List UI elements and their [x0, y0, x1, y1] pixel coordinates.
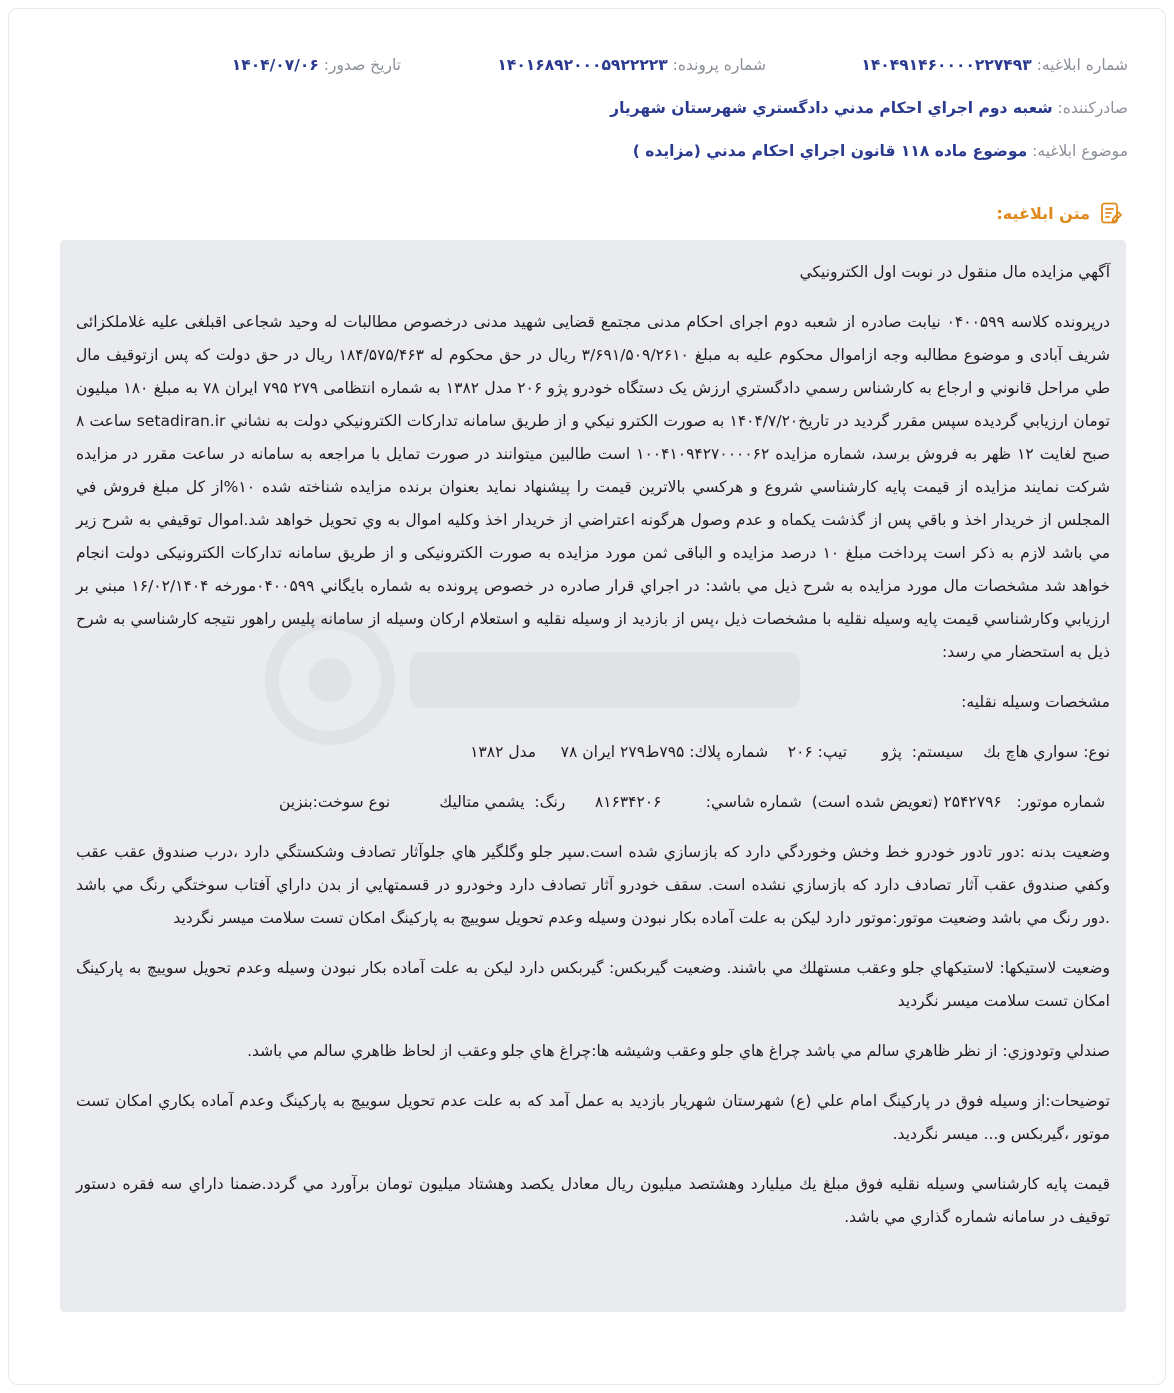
issue-date-field	[232, 56, 401, 74]
section-title	[996, 200, 1124, 226]
notice-number-field	[861, 56, 1128, 74]
case-number-field	[497, 56, 766, 74]
auction-paragraph: درپرونده کلاسه ۰۴۰۰۵۹۹ نیابت صادره از شعبه دوم اجرای احکام مدنی مجتمع قضایی شهید مدنی درخصوص مطالبات له وحید شجاعی اقبلغی علیه غلاملکزائی شریف آبادی و موضوع مطالبه وجه ازاموال محکوم علیه به مبلغ ۳/۶۹۱/۵۰۹/۲۶۱۰ ريال در حق محکوم له ۱۸۴/۵۷۵/۴۶۳ ريال در حق دولت كه پس ازتوقيف مال طي مراحل قانوني و ارجاع به كارشناس رسمي دادگستري ارزش یک دستگاه خودرو پژو ۲۰۶ مدل ۱۳۸۲ به شماره انتظامی ۲۷۹ ۷۹۵ ایران ۷۸ به مبلغ ۱۸۰ میلیون تومان ارزيابي گرديده سپس مقرر گرديد در تاريخ۱۴۰۴/۷/۲۰ به صورت الكترو نيكي و از طريق سامانه تداركات الكترونيكي دولت به نشاني setadiran.ir ساعت ۸ صبح لغايت ۱۲ ظهر به فروش برسد، شماره مزایده ۱۰۰۴۱۰۹۴۲۷۰۰۰۰۶۲ است طالبين ميتوانند در صورت تمايل با مراجعه به سامانه در ساعت مقرر در مزايده شركت نمايند مزايده از قيمت پايه كارشناسي شروع و هركسي بالاترين قيمت را پيشنهاد نمايد بعنوان برنده مزايده شناخته شده ۱۰%از كل مبلغ فروش في المجلس از خريدار اخذ و باقي پس از گذشت يكماه و عدم وصول هرگونه اعتراضي از خريدار اخذ وكليه اموال به وي تحويل خواهد شد.اموال توقيفي به شرح زير مي باشد لازم به ذکر است پرداخت مبلغ ۱۰ درصد مزایده و الباقی ثمن مورد مزایده به صورت الکترونیکی و از طریق سامانه تدارکات الکترونیکی دولت انجام خواهد شد مشخصات مال مورد مزايده به شرح ذيل مي باشد: در اجراي قرار صادره در خصوص پرونده به شماره بايگاني ۰۴۰۰۵۹۹مورخه ۱۶/۰۲/۱۴۰۴ مبني بر ارزيابي وكارشناسي قيمت پايه وسيله نقليه با مشخصات ذيل ،پس از بازديد از وسيله نقليه و استعلام اركان وسيله از سامانه پليس راهور نتيجه كارشناسي به شرح ذيل به استحضار مي رسد:	[76, 313, 1111, 661]
seats-lights-paragraph: صندلي وتودوزي: از نظر ظاهري سالم مي باشد چراغ هاي جلو وعقب وشيشه ها:چراغ هاي جلو وعقب از لحاظ ظاهري سالم مي باشد.	[247, 1042, 1110, 1060]
price-paragraph: قيمت پايه كارشناسي وسيله نقليه فوق مبلغ يك ميليارد وهشتصد ميليون ريال معادل يكصد وهشتاد ميليون تومان برآورد مي گردد.ضمنا داراي سه فقره دستور توقيف در سامانه شماره گذاري مي باشد.	[76, 1175, 1110, 1226]
case-number-value: ۱۴۰۱۶۸۹۲۰۰۰۵۹۲۲۲۲۳	[497, 56, 668, 74]
vehicle-spec-line-2: شماره موتور: ۲۵۴۲۷۹۶ (تعويض شده است) شماره شاسي: ۸۱۶۳۴۲۰۶ رنگ: يشمي متاليك نوع سوخت:بنزين	[278, 793, 1110, 811]
notice-text	[76, 256, 1110, 1251]
notice-number-label: شماره ابلاغيه:	[1036, 56, 1128, 74]
subject-label: موضوع ابلاغيه:	[1032, 142, 1128, 160]
tires-gearbox-paragraph: وضعيت لاستيكها: لاستيكهاي جلو وعقب مستهلك مي باشند. وضعيت گيربكس: گيربكس دارد ليكن به علت آماده بكار نبودن وسيله وعدم تحويل سوييچ به پاركينگ امكان تست سلامت ميسر نگرديد	[76, 959, 1110, 1010]
vehicle-spec-line-1: نوع: سواري هاچ بك سيستم: پژو تيپ: ۲۰۶ شماره پلاك: ۷۹۵ط۲۷۹ ايران ۷۸ مدل ۱۳۸۲	[470, 743, 1110, 761]
subject-row	[46, 142, 1128, 170]
issue-date-value: ۱۴۰۴/۰۷/۰۶	[231, 56, 319, 74]
remarks-paragraph: توضيحات:از وسيله فوق در پاركينگ امام علي (ع) شهرستان شهريار بازديد به عمل آمد كه به علت عدم تحويل سوييچ به پاركينگ وعدم آماده بكاري امكان تست موتور ،گيربكس و... ميسر نگرديد.	[76, 1092, 1110, 1143]
notice-meta-row	[46, 56, 1128, 84]
issue-date-label: تاريخ صدور:	[323, 56, 401, 74]
case-number-label: شماره پرونده:	[672, 56, 766, 74]
vehicle-specs-title: مشخصات وسيله نقليه:	[961, 693, 1110, 711]
notice-heading: آگهي مزايده مال منقول در نوبت اول الكترونيكي	[799, 263, 1110, 281]
issuer-label: صادرکننده:	[1057, 99, 1128, 117]
section-title-text: متن ابلاغيه:	[996, 203, 1090, 223]
body-condition-paragraph: وضعيت بدنه :دور تادور خودرو خط وخش وخوردگي دارد كه بازسازي شده است.سپر جلو وگلگير هاي جلوآثار تصادف وشكستگي دارد ،درب صندوق عقب عقب وكفي صندوق عقب آثار تصادف دارد كه بازسازي نشده است. سقف خودرو آثار تصادف دارد وخودرو در قسمتهايي از بدن داراي آفتاب سوختگي رنگ مي باشد .دور رنگ مي باشد وضعيت موتور:موتور دارد ليكن به علت آماده بكار نبودن وسيله وعدم تحويل سوييچ به پاركينگ امكان تست سلامت ميسر نگرديد	[76, 843, 1110, 927]
notice-text-box	[60, 240, 1126, 1312]
issuer-value: شعبه دوم اجراي احكام مدني دادگستري شهرستان شهريار	[610, 99, 1053, 117]
issuer-row	[46, 99, 1128, 127]
notice-number-value: ۱۴۰۴۹۱۴۶۰۰۰۰۲۲۷۴۹۳	[861, 56, 1032, 74]
document-edit-icon	[1098, 200, 1124, 226]
subject-value: موضوع ماده ۱۱۸ قانون اجراي احكام مدني (مزايده )	[632, 142, 1028, 160]
